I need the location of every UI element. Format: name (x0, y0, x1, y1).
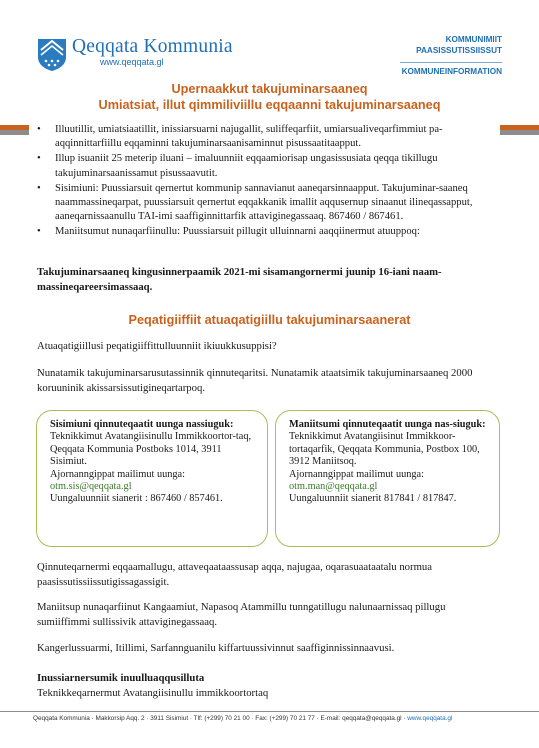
box-phone: Uungaluunniit sianerit 817841 / 817847. (289, 493, 457, 505)
deadline-paragraph: Takujuminarsaaneq kingusinnerpaamik 2021-mi sisamangornermi juunip 16-iani naam-massineqareersimassaaq. (37, 266, 442, 293)
dept-label-1: KOMMUNIMIIT (445, 35, 502, 44)
closing-heading: Inussiarnersumik inuulluaqqusilluta (37, 672, 205, 684)
sisimiut-contact-box (36, 410, 268, 547)
bullet-item: • Illuutillit, umiatsiaatillit, inissiarsuarni najugallit, suliffeqarfiit, umiarsualiveqarfimmiut pa-aqqinnittarfiillu eqqaminni takujuminarsaanisaminnut pisussaatitaapput. (37, 123, 493, 151)
right-grey-bar (500, 130, 539, 135)
box-mail-label: Ajornanngippat mailimut uunga: (50, 468, 185, 480)
footer-url[interactable]: www.qeqqata.gl (407, 715, 453, 722)
closing-signature: Teknikkeqarnermut Avatangiisinullu immikkoortortaq (37, 687, 269, 699)
paragraph: Atuaqatigiillusi peqatigiiffittulluunniit ikiuukkusuppisi? (37, 340, 277, 352)
document-subtitle: Umiatsiat, illut qimmiliviillu eqqaanni takujuminarsaaneq (98, 98, 441, 112)
box-mail-label: Ajornanngippat mailimut uunga: (289, 468, 424, 480)
dept-label-2: PAASISSUTISSIISSUT (416, 46, 502, 55)
left-grey-bar (0, 130, 29, 135)
email-link[interactable]: otm.man@qeqqata.gl (289, 481, 378, 493)
email-link[interactable]: otm.sis@qeqqata.gl (50, 481, 132, 493)
footer (33, 715, 523, 722)
box-address: Teknikkimut Avatangiisinut Immikkoor-tortaqarfik, Qeqqata Kommunia, Postbox 100, 3912 Maniitsoq. (289, 431, 480, 468)
paragraph: Qinnuteqarnermi eqqaamallugu, attaveqaataassusap aqqa, najugaa, oqarasuaataatalu normua paasissutissiissutigissagassigit. (37, 561, 432, 588)
box-phone: Uungaluunniit sianerit : 867460 / 857461. (50, 493, 223, 505)
footer-contact: Qeqqata Kommunia · Makkorsip Aqq. 2 · 3911 Sisimiut · Tlf: (+299) 70 21 00 · Fax: (+299) 70 21 77 · E-mail: qeqqata@qeqqata.gl · (33, 715, 406, 722)
bullet-item: • Illup isuaniit 25 meterip iluani – imaluunniit eqqaamiorisap ungasissusiata qeqqa tikillugu takujuminarsaanissamut pisussaavutit. (37, 152, 493, 180)
dept-label-3: KOMMUNEINFORMATION (401, 67, 502, 76)
logo-name: Qeqqata Kommunia (72, 36, 233, 57)
box-address: Teknikkimut Avatangiisinullu Immikkoortor-taq, Qeqqata Kommunia Postboks 1014, 3911 Sisimiut. (50, 431, 252, 468)
paragraph: Kangerlussuarmi, Itillimi, Sarfannguanilu kiffartuussivinnut saaffiginnissinnaavusi. (37, 642, 395, 654)
logo-url[interactable]: www.qeqqata.gl (100, 57, 164, 67)
maniitsoq-contact-box (275, 410, 500, 547)
bullet-list (37, 123, 493, 241)
paragraph: Maniitsup nunaqarfiinut Kangaamiut, Napasoq Atammillu tunngatillugu nalunaarnissaq pillugu sumiiffimmi sullissivik attaviginegassaaq. (37, 601, 446, 628)
header-divider (400, 62, 502, 63)
paragraph: Nunatamik takujuminarsarusutassinnik qinnuteqaritsi. Nunatamik ataatsimik takujuminarsaaneq 2000 koruuninik akissarsissutigineqartarpoq. (37, 367, 473, 394)
coat-of-arms-logo (37, 38, 67, 72)
box-title: Maniitsumi qinnuteqaatit uunga nas-siuguk: (289, 419, 486, 430)
footer-divider (0, 711, 539, 712)
bullet-item: • Maniitsumut nunaqarfiinullu: Puussiarsuit pillugit ulluinnarni aaqqiinermut atuuppoq: (37, 225, 493, 239)
bullet-item: • Sisimiuni: Puussiarsuit qernertut kommunip sannavianut aaneqarsinnaapput. Takujuminar-saaneq naammassineqarpat, puussiarsuit qernertut eqqakkanik imallit aqqusernup sinaanut ilineqassapput, aaneqarnissaanullu TAI-imi saaffiginnittarfik attaviginegassaaq. 867460 / 867461. (37, 182, 493, 225)
section-heading: Peqatigiiffiit atuaqatigiillu takujuminarsaanerat (128, 313, 411, 327)
document-title: Upernaakkut takujuminarsaaneq (171, 82, 368, 96)
box-title: Sisimiuni qinnuteqaatit uunga nassiuguk: (50, 419, 234, 430)
